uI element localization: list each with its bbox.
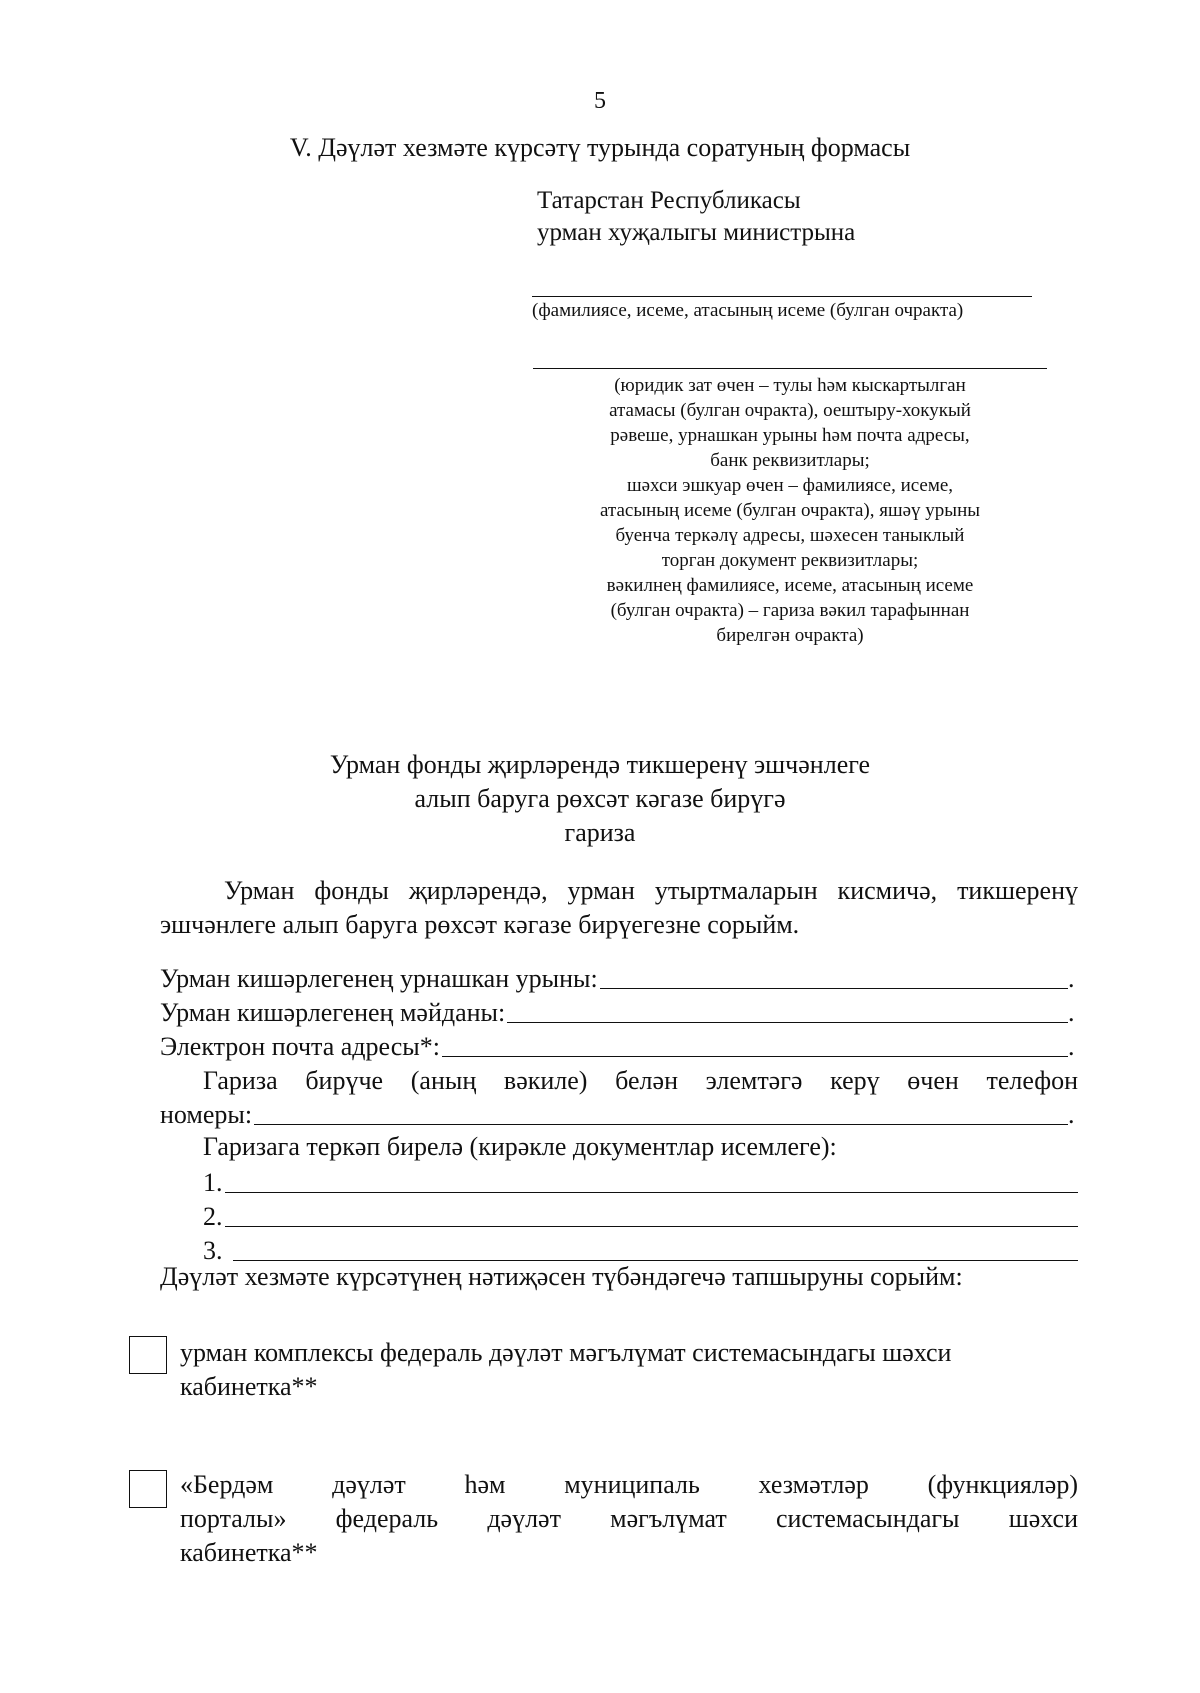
- location-field: [160, 962, 1078, 996]
- caption-line: атасының исеме (булган очракта), яшәү урыны: [599, 500, 981, 521]
- attachment-item: [203, 1166, 1078, 1200]
- caption-line: буенча теркәлү адресы, шәхесен таныклый: [615, 525, 965, 546]
- caption-line: шәхси эшкуар өчен – фамилиясе, исеме,: [626, 475, 954, 496]
- end-mark: .: [1068, 964, 1075, 993]
- caption-line: банк реквизитлары;: [710, 450, 870, 471]
- caption-line: рәвеше, урнашкан урыны һәм почта адресы,: [610, 425, 970, 446]
- option-portal-text: [180, 1468, 1078, 1570]
- attachment-number: 2.: [203, 1202, 223, 1231]
- document-title: [180, 748, 1020, 850]
- phone-field: [160, 1064, 1078, 1132]
- option-line: кабинетка**: [180, 1538, 318, 1567]
- recipient-line-2: урман хуҗалыгы министрына: [537, 219, 856, 246]
- section-title: V. Дәүләт хезмәте күрсәтү турында соратуның формасы: [289, 133, 911, 162]
- end-mark: .: [1068, 998, 1075, 1027]
- caption-line: бирелгән очракта): [716, 625, 864, 646]
- attachment-input-line[interactable]: [225, 1226, 1079, 1227]
- attachment-input-line[interactable]: [225, 1192, 1079, 1193]
- end-mark: .: [1068, 1032, 1075, 1061]
- recipient-block: [537, 185, 855, 249]
- title-line-1: Урман фонды җирләрендә тикшеренү эшчәнлеге: [329, 750, 871, 779]
- caption-line: торган документ реквизитлары;: [661, 550, 919, 571]
- attachment-number: 1.: [203, 1168, 223, 1197]
- attachment-item: [203, 1200, 1078, 1234]
- option-line: урман комплексы федераль дәүләт мәгълүмат системасындагы шәхси: [180, 1338, 952, 1367]
- fio-caption: (фамилиясе, исеме, атасының исеме (булган очракта): [532, 300, 964, 321]
- email-label: Электрон почта адресы*:: [160, 1032, 440, 1061]
- caption-line: вәкилнең фамилиясе, исеме, атасының исеме: [606, 575, 974, 596]
- end-mark: .: [1068, 1100, 1075, 1129]
- result-delivery-label: Дәүләт хезмәте күрсәтүнең нәтиҗәсен түбәндәгечә тапшыруны сорыйм:: [160, 1262, 963, 1291]
- caption-line: (юридик зат өчен – тулы һәм кыскартылган: [614, 375, 966, 396]
- email-field: [160, 1030, 1078, 1064]
- option-line: порталы» федераль дәүләт мәгълүмат системасындагы шәхси: [180, 1504, 1078, 1533]
- attachment-number: 3.: [203, 1236, 223, 1265]
- intro-paragraph: Урман фонды җирләрендә, урман утыртмаларын кисмичә, тикшеренү эшчәнлеге алып баруга рөхсәт кәгазе бирүегезне сорыйм.: [160, 876, 1078, 939]
- option-line: кабинетка**: [180, 1372, 318, 1401]
- option-checkbox-portal[interactable]: [129, 1470, 167, 1508]
- applicant-details-caption: [533, 373, 1047, 648]
- area-field: [160, 996, 1078, 1030]
- location-label: Урман кишәрлегенең урнашкан урыны:: [160, 964, 598, 993]
- phone-label-line-2: номеры:: [160, 1100, 253, 1129]
- option-fgis-text: [180, 1336, 1078, 1404]
- page-number: 5: [594, 88, 606, 114]
- title-line-2: алып баруга рөхсәт кәгазе бирүгә: [414, 784, 786, 813]
- area-label: Урман кишәрлегенең мәйданы:: [160, 998, 506, 1027]
- recipient-line-1: Татарстан Республикасы: [537, 187, 801, 214]
- title-line-3: гариза: [564, 818, 636, 847]
- attachment-input-line[interactable]: [233, 1260, 1079, 1261]
- email-input-line[interactable]: [442, 1056, 1068, 1057]
- area-input-line[interactable]: [507, 1022, 1068, 1023]
- location-input-line[interactable]: [600, 988, 1068, 989]
- applicant-details-field-line[interactable]: [533, 368, 1047, 369]
- fio-field-line[interactable]: [532, 296, 1032, 297]
- option-checkbox-fgis[interactable]: [129, 1336, 167, 1374]
- option-line: «Бердәм дәүләт һәм муниципаль хезмәтләр (функцияләр): [180, 1470, 1078, 1499]
- caption-line: (булган очракта) – гариза вәкил тарафыннан: [610, 600, 970, 621]
- phone-label-line-1: Гариза бирүче (аның вәкиле) белән элемтәгә керү өчен телефон: [203, 1066, 1078, 1095]
- attachments-title: Гаризага теркәп бирелә (кирәкле документлар исемлеге):: [203, 1132, 837, 1161]
- phone-input-line[interactable]: [254, 1124, 1068, 1125]
- caption-line: атамасы (булган очракта), оештыру-хокукый: [609, 400, 971, 421]
